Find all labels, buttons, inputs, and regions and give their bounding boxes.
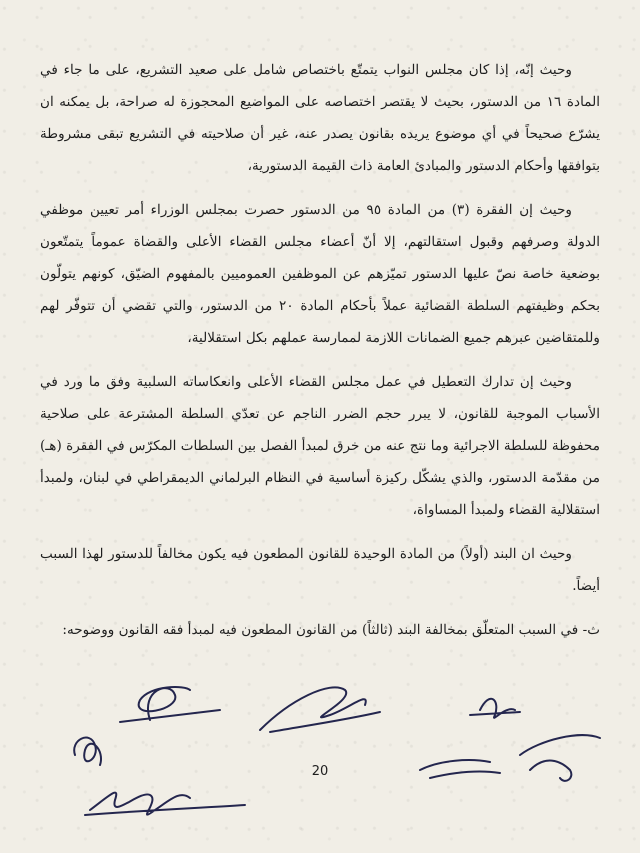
signature-1 bbox=[120, 687, 220, 722]
paragraph-separation-of-powers: وحيث إن تدارك التعطيل في عمل مجلس القضاء الأعلى وانعكاساته السلبية وفق ما ورد في الأسباب الموجبة للقانون، لا يبرر حجم الضرر الناجم عن تعدّي السلطة المشترعة على صلاحية محفوظة للسلطة الاجرائية وما نتج عنه من خرق لمبدأ الفصل بين السلطات المكرّس في الفقرة (هـ) من مقدّمة الدستور، والذي يشكّل ركيزة أساسية في النظام البرلماني الديمقراطي في لبنان، ولمبدأ استقلالية القضاء ولمبدأ المساواة، bbox=[40, 374, 600, 518]
signature-7 bbox=[85, 793, 245, 815]
paragraph-conclusion-clause-one: وحيث ان البند (أولاً) من المادة الوحيدة للقانون المطعون فيه يكون مخالفاً للدستور لهذا السبب أيضاً. bbox=[40, 546, 600, 594]
document-body bbox=[40, 54, 600, 658]
signature-4 bbox=[74, 738, 101, 765]
page-number: 20 bbox=[311, 764, 329, 779]
paragraph-judges-status: وحيث إن الفقرة (٣) من المادة ٩٥ من الدستور حصرت بمجلس الوزراء أمر تعيين موظفي الدولة وصرفهم وقبول استقالتهم، إلا أنّ أعضاء مجلس القضاء الأعلى والقضاة عموماً يتمتّعون بوضعية خاصة نصّ عليها الدستور تميّزهم عن الموظفين العموميين بالمفهوم الضيّق، كونهم يتولّون بحكم وظيفتهم السلطة القضائية عملاً بأحكام المادة ٢٠ من الدستور، والتي تقضي أن تتوفّر لهم وللمتقاضين عبرهم جميع الضمانات اللازمة لممارسة عملهم بكل استقلالية، bbox=[40, 202, 601, 346]
signature-3 bbox=[470, 699, 520, 718]
signature-2 bbox=[260, 687, 380, 732]
paragraph-legislative-competence: وحيث إنّه، إذا كان مجلس النواب يتمتّع باختصاص شامل على صعيد التشريع، على ما جاء في المادة ١٦ من الدستور، بحيث لا يقتصر اختصاصه على المواضيع المحجوزة له صراحة، بل يمكنه ان يشرّع صحيحاً في أي موضوع يريده بقانون يصدر عنه، غير أن صلاحيته في التشريع تبقى مشروطة بتوافقها وأحكام الدستور والمبادئ العامة ذات القيمة الدستورية، bbox=[40, 62, 600, 174]
section-heading-clause-three: ث- في السبب المتعلّق بمخالفة البند (ثالثاً) من القانون المطعون فيه لمبدأ فقه القانون ووضوحه: bbox=[62, 622, 600, 638]
handwritten-signatures bbox=[0, 660, 640, 850]
